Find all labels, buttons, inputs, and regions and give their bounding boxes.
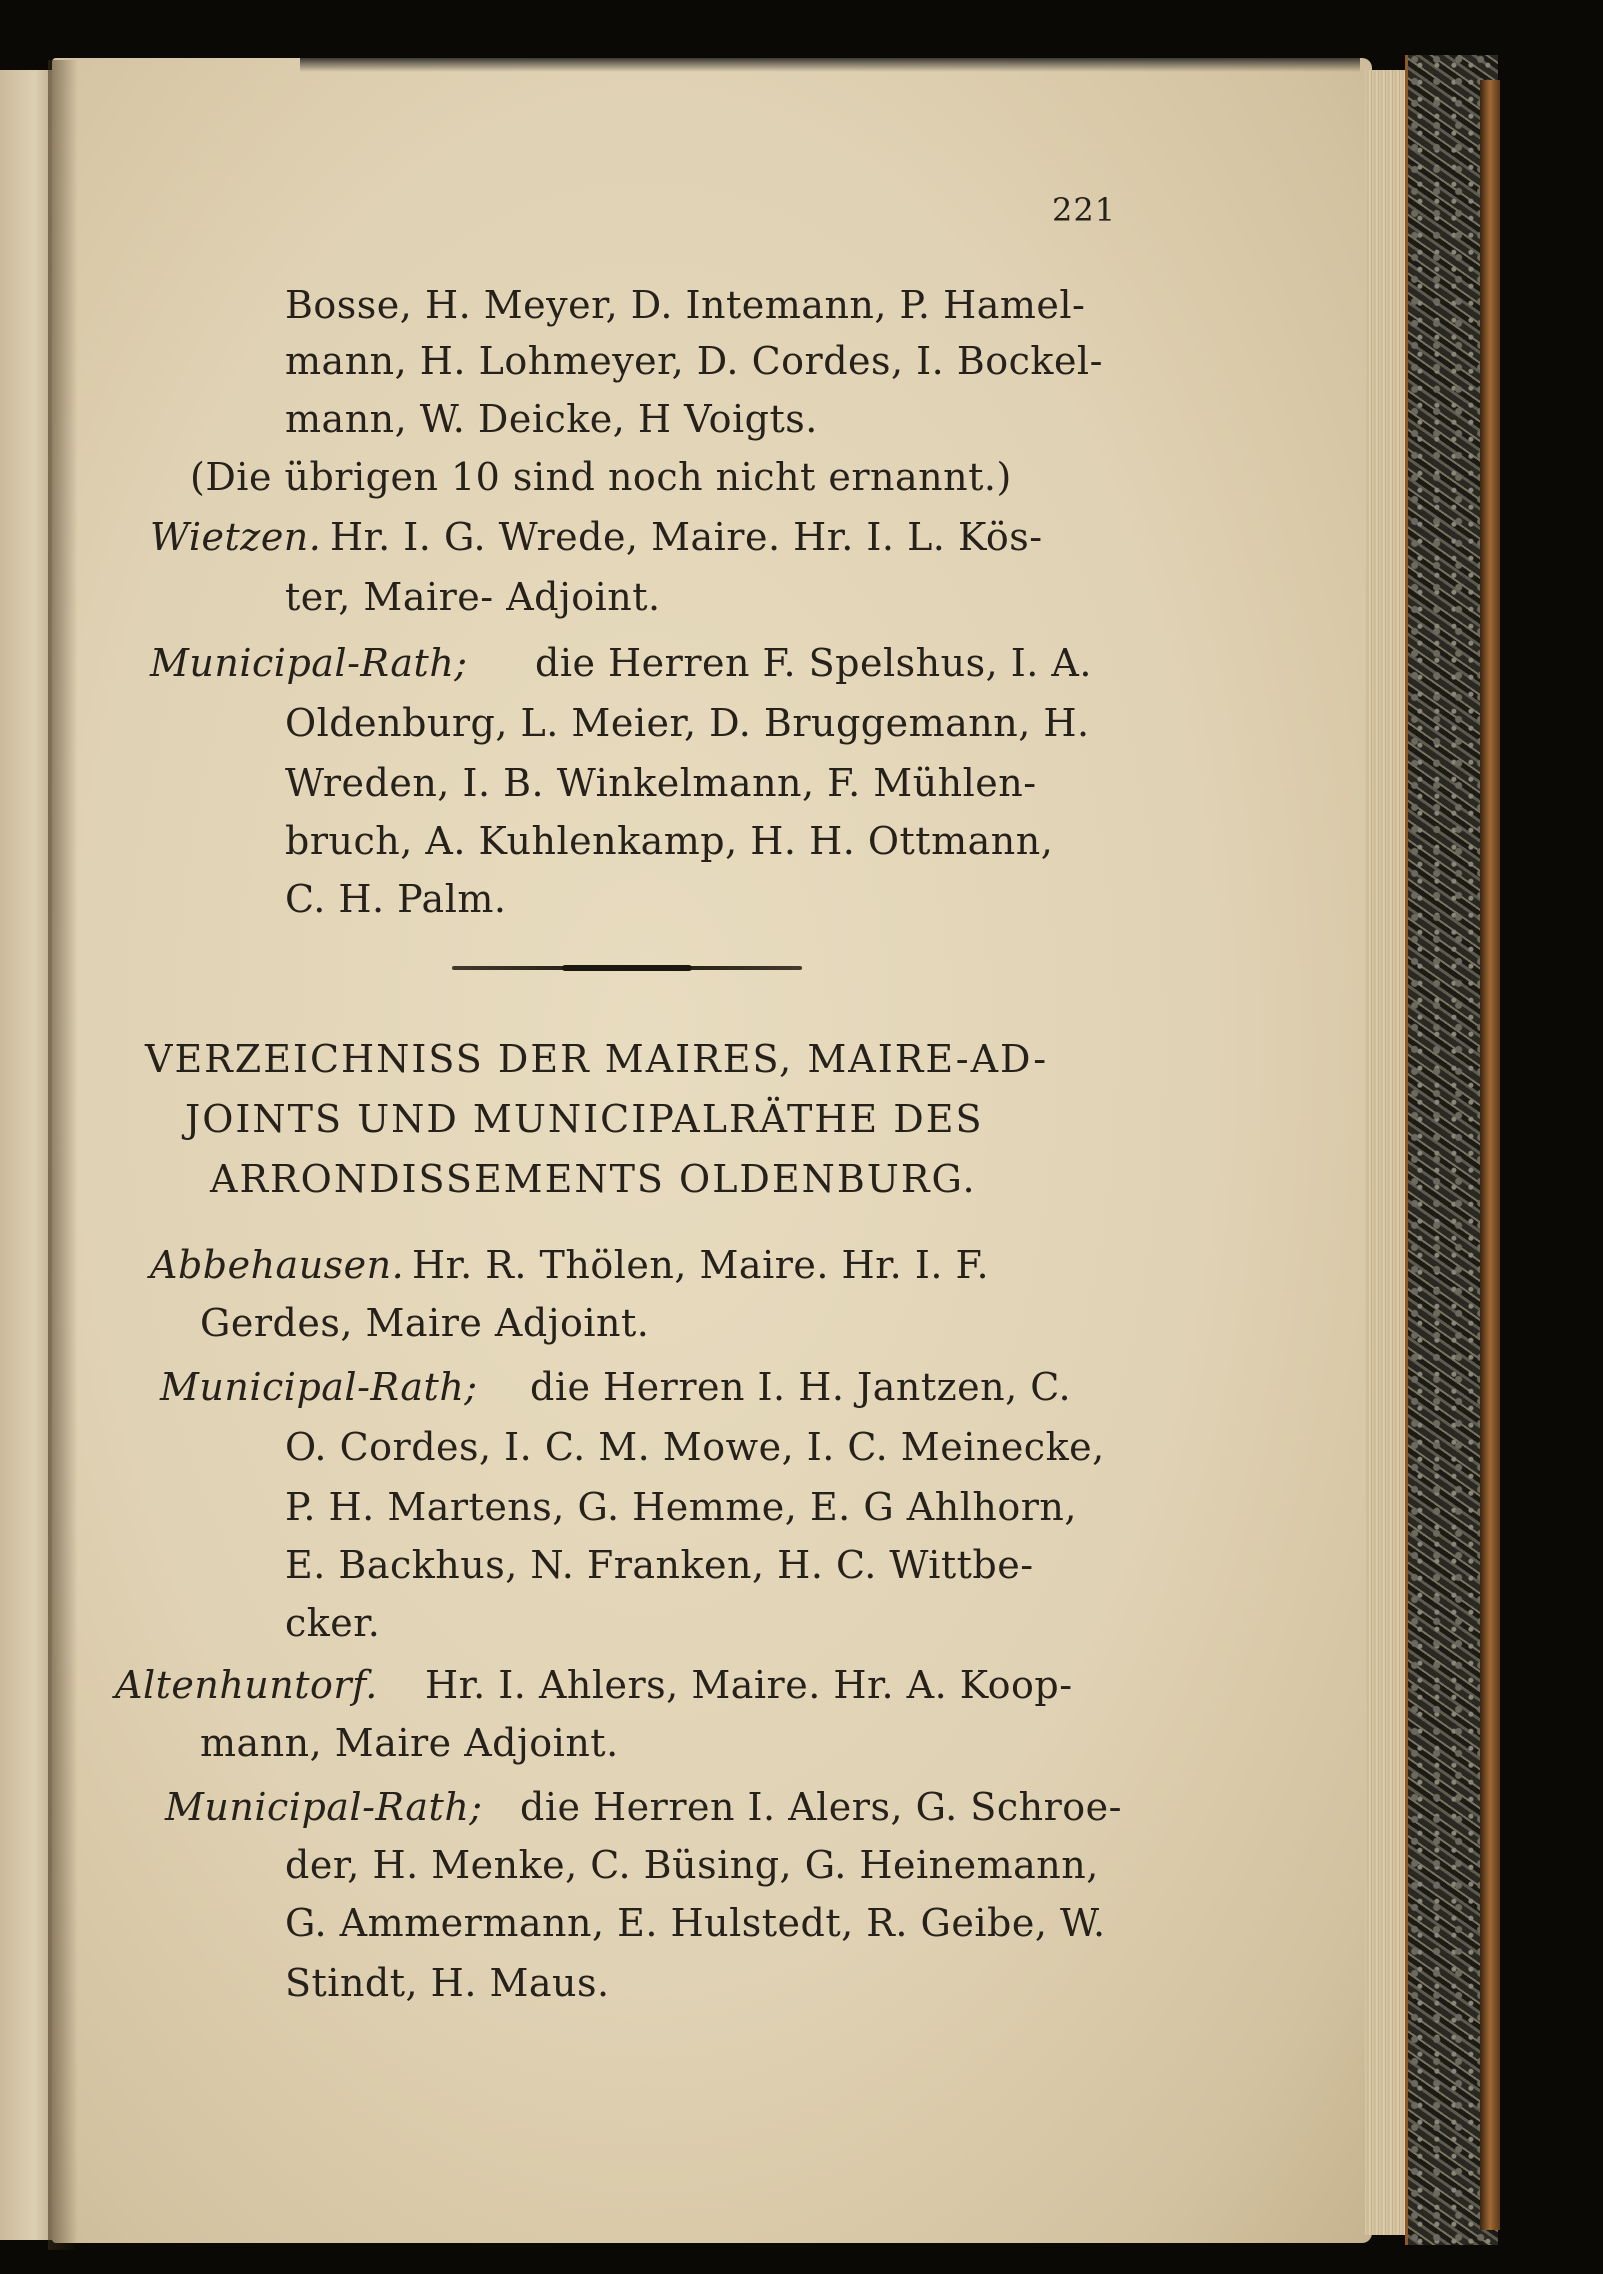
officers-line: Hr. I. G. Wrede, Maire. Hr. I. L. Kös-	[330, 515, 1043, 559]
officers-line: ter, Maire- Adjoint.	[285, 575, 661, 619]
council-line: Stindt, H. Maus.	[285, 1961, 610, 2005]
council-label: Municipal-Rath;	[165, 1785, 483, 1829]
council-line: P. H. Martens, G. Hemme, E. G Ahlhorn,	[285, 1485, 1077, 1529]
council-line: Wreden, I. B. Winkelmann, F. Mühlen-	[285, 761, 1037, 805]
place-name-altenhuntorf: Altenhuntorf.	[115, 1663, 378, 1707]
council-line: cker.	[285, 1601, 381, 1645]
officers-line: Hr. I. Ahlers, Maire. Hr. A. Koop-	[425, 1663, 1073, 1707]
council-line: der, H. Menke, C. Büsing, G. Heinemann,	[285, 1843, 1099, 1887]
council-line: Oldenburg, L. Meier, D. Bruggemann, H.	[285, 701, 1090, 745]
place-name-wietzen: Wietzen.	[150, 515, 322, 559]
note-line: (Die übrigen 10 sind noch nicht ernannt.)	[190, 455, 1012, 499]
council-label: Municipal-Rath;	[150, 641, 468, 685]
council-line: die Herren F. Spelshus, I. A.	[535, 641, 1092, 685]
place-name-abbehausen: Abbehausen.	[150, 1243, 405, 1287]
council-line: die Herren I. Alers, G. Schroe-	[520, 1785, 1122, 1829]
heading-line: JOINTS UND MUNICIPALRÄTHE DES	[185, 1097, 984, 1141]
heading-line: ARRONDISSEMENTS OLDENBURG.	[210, 1157, 977, 1201]
council-line: G. Ammermann, E. Hulstedt, R. Geibe, W.	[285, 1901, 1106, 1945]
text-line: mann, H. Lohmeyer, D. Cordes, I. Bockel-	[285, 339, 1103, 383]
council-line: C. H. Palm.	[285, 877, 507, 921]
council-label: Municipal-Rath;	[160, 1365, 478, 1409]
council-line: O. Cordes, I. C. M. Mowe, I. C. Meinecke,	[285, 1425, 1105, 1469]
page-number: 221	[1052, 191, 1117, 229]
council-line: bruch, A. Kuhlenkamp, H. H. Ottmann,	[285, 819, 1054, 863]
council-line: die Herren I. H. Jantzen, C.	[530, 1365, 1072, 1409]
heading-line: VERZEICHNISS DER MAIRES, MAIRE-AD-	[145, 1037, 1049, 1081]
officers-line: Hr. R. Thölen, Maire. Hr. I. F.	[412, 1243, 990, 1287]
officers-line: mann, Maire Adjoint.	[200, 1721, 619, 1765]
council-line: E. Backhus, N. Franken, H. C. Wittbe-	[285, 1543, 1034, 1587]
officers-line: Gerdes, Maire Adjoint.	[200, 1301, 650, 1345]
text-line: Bosse, H. Meyer, D. Intemann, P. Hamel-	[285, 283, 1086, 327]
text-line: mann, W. Deicke, H Voigts.	[285, 397, 818, 441]
section-divider	[452, 966, 802, 970]
